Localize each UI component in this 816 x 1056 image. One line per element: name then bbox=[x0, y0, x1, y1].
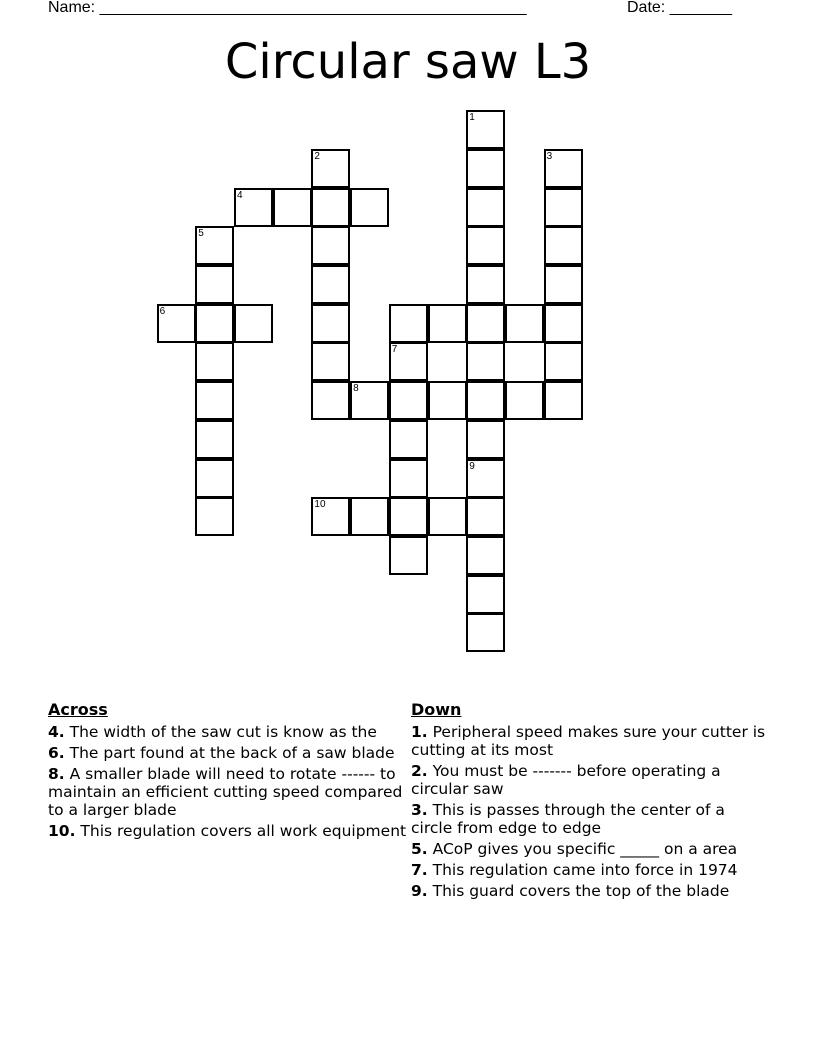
grid-cell[interactable] bbox=[505, 381, 544, 420]
clue-number: 2 bbox=[314, 150, 320, 162]
grid-cell[interactable] bbox=[389, 342, 428, 381]
clue-item-number: 9. bbox=[411, 882, 428, 900]
grid-cell[interactable] bbox=[195, 226, 234, 265]
clue-item-text: ACoP gives you specific _____ on a area bbox=[427, 840, 738, 858]
clue-item-text: A smaller blade will need to rotate ------ to maintain an efficient cutting speed compared to a larger blade bbox=[48, 765, 403, 819]
clue-item-number: 8. bbox=[48, 765, 65, 783]
clue-item-number: 6. bbox=[48, 744, 65, 762]
grid-cell[interactable] bbox=[273, 188, 312, 227]
grid-cell[interactable] bbox=[195, 381, 234, 420]
grid-cell[interactable] bbox=[466, 613, 505, 652]
clue-item-text: The width of the saw cut is know as the bbox=[64, 723, 377, 741]
grid-cell[interactable] bbox=[389, 459, 428, 498]
grid-cell[interactable] bbox=[157, 304, 196, 343]
clue-item-number: 5. bbox=[411, 840, 428, 858]
grid-cell[interactable] bbox=[466, 110, 505, 149]
across-clues bbox=[48, 700, 410, 843]
clue-item bbox=[411, 801, 771, 837]
grid-cell[interactable] bbox=[350, 497, 389, 536]
grid-cell[interactable] bbox=[544, 265, 583, 304]
clue-item-text: This is passes through the center of a circle from edge to edge bbox=[411, 801, 725, 837]
clue-item-number: 1. bbox=[411, 723, 428, 741]
grid-cell[interactable] bbox=[466, 575, 505, 614]
grid-cell[interactable] bbox=[195, 420, 234, 459]
clue-number: 5 bbox=[198, 228, 204, 240]
grid-cell[interactable] bbox=[466, 459, 505, 498]
grid-cell[interactable] bbox=[311, 497, 350, 536]
clue-item-text: This guard covers the top of the blade bbox=[427, 882, 730, 900]
clue-number: 4 bbox=[237, 189, 243, 201]
grid-cell[interactable] bbox=[389, 497, 428, 536]
clue-item bbox=[411, 762, 771, 798]
clue-item-text: The part found at the back of a saw blade bbox=[64, 744, 395, 762]
down-heading: Down bbox=[411, 700, 462, 719]
clue-item-number: 4. bbox=[48, 723, 65, 741]
grid-cell[interactable] bbox=[544, 188, 583, 227]
grid-cell[interactable] bbox=[311, 342, 350, 381]
clue-number: 6 bbox=[159, 305, 166, 317]
clue-number: 8 bbox=[353, 383, 359, 395]
clue-number: 7 bbox=[391, 344, 398, 356]
across-heading: Across bbox=[48, 700, 108, 719]
grid-cell[interactable] bbox=[311, 149, 350, 188]
clue-item bbox=[411, 840, 771, 858]
grid-cell[interactable] bbox=[428, 304, 467, 343]
grid-cell[interactable] bbox=[389, 536, 428, 575]
grid-cell[interactable] bbox=[466, 226, 505, 265]
grid-cell[interactable] bbox=[195, 304, 234, 343]
down-clues bbox=[411, 700, 771, 903]
clue-number: 9 bbox=[469, 460, 475, 472]
clue-item-number: 10. bbox=[48, 822, 76, 840]
grid-cell[interactable] bbox=[505, 304, 544, 343]
grid-cell[interactable] bbox=[544, 304, 583, 343]
grid-cell[interactable] bbox=[466, 381, 505, 420]
puzzle-title: Circular saw L3 bbox=[224, 34, 592, 90]
grid-cell[interactable] bbox=[544, 381, 583, 420]
grid-cell[interactable] bbox=[350, 381, 389, 420]
grid-cell[interactable] bbox=[466, 304, 505, 343]
grid-cell[interactable] bbox=[544, 342, 583, 381]
grid-cell[interactable] bbox=[544, 149, 583, 188]
clue-item-text: Peripheral speed makes sure your cutter is cutting at its most bbox=[411, 723, 766, 759]
clue-item-text: This regulation came into force in 1974 bbox=[427, 861, 738, 879]
grid-cell[interactable] bbox=[195, 497, 234, 536]
grid-cell[interactable] bbox=[428, 497, 467, 536]
grid-cell[interactable] bbox=[311, 188, 350, 227]
clue-number: 10 bbox=[314, 499, 326, 511]
clue-item-text: You must be ------- before operating a circular saw bbox=[411, 762, 721, 798]
clue-item-number: 3. bbox=[411, 801, 428, 819]
clue-item bbox=[48, 744, 410, 762]
grid-cell[interactable] bbox=[311, 226, 350, 265]
clue-item bbox=[48, 723, 410, 741]
grid-cell[interactable] bbox=[311, 381, 350, 420]
clue-number: 1 bbox=[469, 112, 475, 124]
clue-item-number: 2. bbox=[411, 762, 428, 780]
across-clue-list bbox=[48, 723, 410, 840]
grid-cell[interactable] bbox=[466, 497, 505, 536]
grid-cell[interactable] bbox=[350, 188, 389, 227]
name-field-label: Name: ________________________________________________ bbox=[48, 0, 527, 16]
clue-item bbox=[48, 765, 410, 819]
clue-item-number: 7. bbox=[411, 861, 428, 879]
grid-cell[interactable] bbox=[466, 265, 505, 304]
grid-cell[interactable] bbox=[389, 304, 428, 343]
clue-number: 3 bbox=[546, 150, 553, 162]
grid-cell[interactable] bbox=[311, 304, 350, 343]
clue-item bbox=[411, 723, 771, 759]
grid-cell[interactable] bbox=[466, 188, 505, 227]
grid-cell[interactable] bbox=[466, 536, 505, 575]
grid-cell[interactable] bbox=[466, 149, 505, 188]
grid-cell[interactable] bbox=[466, 420, 505, 459]
grid-cell[interactable] bbox=[195, 342, 234, 381]
clue-item-text: This regulation covers all work equipment bbox=[75, 822, 407, 840]
clue-item bbox=[411, 882, 771, 900]
grid-cell[interactable] bbox=[389, 420, 428, 459]
clue-item bbox=[48, 822, 410, 840]
clue-item bbox=[411, 861, 771, 879]
grid-cell[interactable] bbox=[234, 304, 273, 343]
grid-cell[interactable] bbox=[311, 265, 350, 304]
down-clue-list bbox=[411, 723, 771, 900]
date-field-label: Date: _______ bbox=[627, 0, 732, 16]
grid-cell[interactable] bbox=[195, 459, 234, 498]
grid-cell[interactable] bbox=[389, 381, 428, 420]
grid-cell[interactable] bbox=[195, 265, 234, 304]
grid-cell[interactable] bbox=[234, 188, 273, 227]
grid-cell[interactable] bbox=[466, 342, 505, 381]
grid-cell[interactable] bbox=[428, 381, 467, 420]
grid-cell[interactable] bbox=[544, 226, 583, 265]
